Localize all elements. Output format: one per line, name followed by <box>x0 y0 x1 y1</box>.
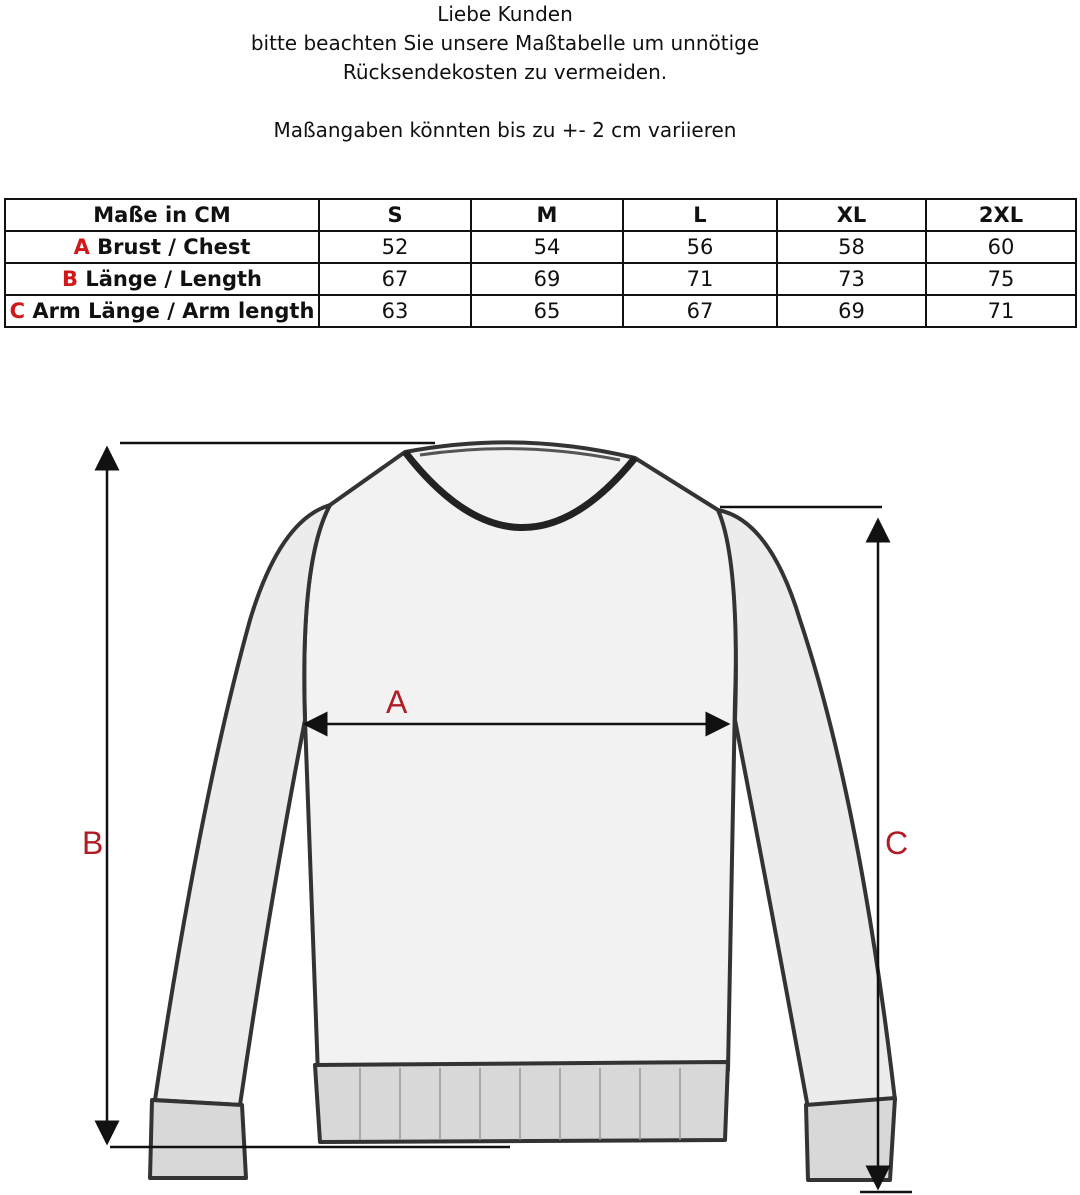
header-cell: S <box>319 199 471 231</box>
table-cell: 71 <box>623 263 777 295</box>
greeting: Liebe Kunden <box>437 2 573 26</box>
table-cell: 71 <box>926 295 1076 327</box>
table-cell: 60 <box>926 231 1076 263</box>
header-cell: 2XL <box>926 199 1076 231</box>
table-cell: 75 <box>926 263 1076 295</box>
header-cell: L <box>623 199 777 231</box>
intro-line-2: Rücksendekosten zu vermeiden. <box>342 60 668 84</box>
table-cell: 73 <box>777 263 926 295</box>
header-cell: M <box>471 199 623 231</box>
sweater-illustration <box>150 442 895 1180</box>
dimension-label-c: C <box>885 825 909 861</box>
row-label-text: Länge / Length <box>85 267 262 291</box>
table-cell: 54 <box>471 231 623 263</box>
intro-line-1: bitte beachten Sie unsere Maßtabelle um unnötige <box>250 31 760 55</box>
dimension-label-b: B <box>82 825 104 861</box>
header-cell: XL <box>777 199 926 231</box>
table-cell: 69 <box>471 263 623 295</box>
table-cell: 63 <box>319 295 471 327</box>
table-cell: 52 <box>319 231 471 263</box>
row-label-text: Arm Länge / Arm length <box>32 299 315 323</box>
tolerance-note: Maßangaben könnten bis zu +- 2 cm variieren <box>273 118 737 142</box>
table-cell: 58 <box>777 231 926 263</box>
row-letter: A <box>73 235 90 259</box>
dimension-label-a: A <box>386 684 408 720</box>
table-cell: 67 <box>623 295 777 327</box>
row-label-text: Brust / Chest <box>97 235 251 259</box>
table-cell: 65 <box>471 295 623 327</box>
table-cell: 67 <box>319 263 471 295</box>
row-letter: C <box>9 299 25 323</box>
table-cell: 69 <box>777 295 926 327</box>
header-cell: Maße in CM <box>5 199 319 231</box>
table-cell: 56 <box>623 231 777 263</box>
row-letter: B <box>62 267 79 291</box>
